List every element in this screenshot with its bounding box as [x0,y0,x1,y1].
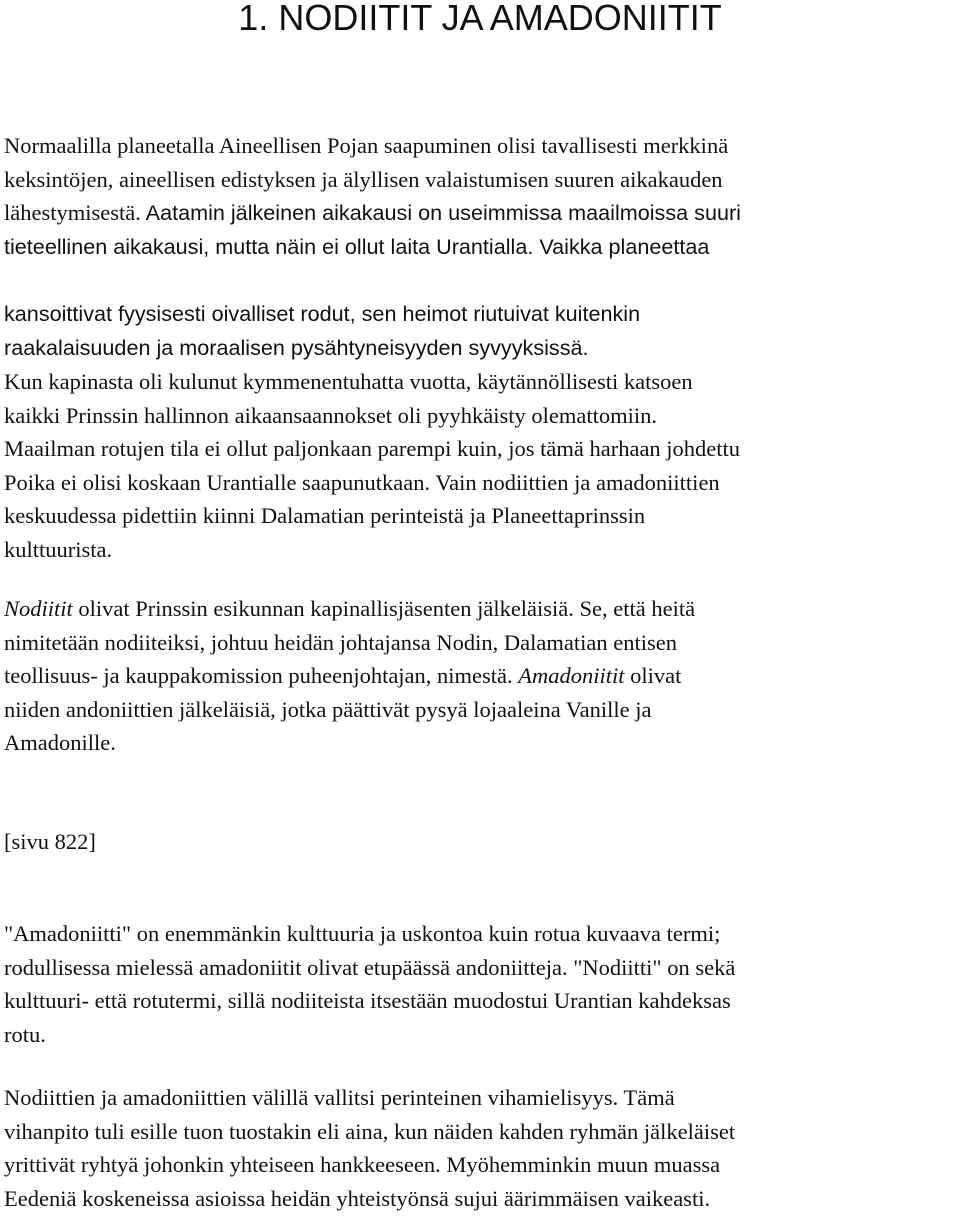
paragraph-line: raakalaisuuden ja moraalisen pysähtyneisyyden syvyyksissä. [4,334,589,360]
paragraph-line: Maailman rotujen tila ei ollut paljonkaan parempi kuin, jos tämä harhaan johdettu [4,436,741,462]
paragraph-line: kaikki Prinssin hallinnon aikaansaannokset oli pyyhkäisty olemattomiin. [4,402,658,428]
paragraph-line [4,263,956,297]
paragraph-line: rodullisessa mielessä amadoniitit olivat etupäässä andoniitteja. "Nodiitti" on sekä [4,954,736,980]
paragraph-line: niiden andoniittien jälkeläisiä, jotka päättivät pysyä lojaaleina Vanille ja [4,696,652,722]
paragraph-line: Eedeniä koskeneissa asioissa heidän yhteistyönsä sujui äärimmäisen vaikeasti. [4,1185,711,1211]
paragraph-line: Normaalilla planeetalla Aineellisen Pojan saapuminen olisi tavallisesti merkkinä [4,133,729,158]
paragraph-line: Nodiitit olivat Prinssin esikunnan kapinallisjäsenten jälkeläisiä. Se, että heitä [4,596,696,621]
page-marker: [sivu 822] [4,829,96,854]
paragraph-1-line-5 [4,230,956,264]
sans-sentence: tieteellinen aikakausi, mutta näin ei ollut laita Urantialla. [4,233,534,259]
paragraph-line: lähestymisestä. Aatamin jälkeinen aikakausi on useimmissa maailmoissa suuri [4,200,741,226]
paragraph-line: keskuudessa pidettiin kiinni Dalamatian perinteistä ja Planeettaprinssin [4,503,646,529]
paragraph-line: yrittivät ryhtyä johonkin yhteiseen hankkeeseen. Myöhemminkin muun muassa [4,1152,721,1178]
paragraph-line: kulttuuri- että rotutermi, sillä nodiiteista itsestään muodostui Urantian kahdeksas [4,988,731,1014]
italic-term: Amadoniitit [518,663,625,689]
sans-sentence: Aatamin jälkeinen aikakausi on useimmissa maailmoissa suuri [140,200,741,226]
paragraph-line: Kun kapinasta oli kulunut kymmenentuhatta vuotta, käytännöllisesti katsoen [4,369,693,394]
paragraph-line: teollisuus- ja kauppakomission puheenjohtajan, nimestä. Amadoniitit olivat [4,663,682,689]
sans-sentence: Vaikka planeettaa [533,233,710,259]
paragraph-line: keksintöjen, aineellisen edistyksen ja älyllisen valaistumisen suuren aikakauden [4,166,723,192]
paragraph-2 [4,365,956,567]
paragraph-line: vihanpito tuli esille tuon tuostakin eli aina, kun näiden kahden ryhmän jälkeläiset [4,1118,736,1144]
italic-term: Nodiitit [4,596,73,621]
paragraph-line: kulttuurista. [4,536,113,562]
document-title: 1. NODIITIT JA AMADONIITIT [238,0,722,38]
paragraph-line: nimitetään nodiiteiksi, johtuu heidän johtajansa Nodin, Dalamatian entisen [4,629,677,655]
paragraph-3 [4,592,956,760]
paragraph-line: rotu. [4,1021,46,1047]
paragraph-line: Nodiittien ja amadoniittien välillä vallitsi perinteinen vihamielisyys. Tämä [4,1085,675,1110]
paragraph-line: "Amadoniitti" on enemmänkin kulttuuria ja uskontoa kuin rotua kuvaava termi; [4,921,721,946]
paragraph-line: Amadonille. [4,730,116,756]
paragraph-5 [4,1081,956,1215]
paragraph-4 [4,917,956,1051]
paragraph-line: kansoittivat fyysisesti oivalliset rodut, sen heimot riutuivat kuitenkin [4,300,641,326]
paragraph-line: Poika ei olisi koskaan Urantialle saapunutkaan. Vain nodiittien ja amadoniittien [4,469,720,495]
